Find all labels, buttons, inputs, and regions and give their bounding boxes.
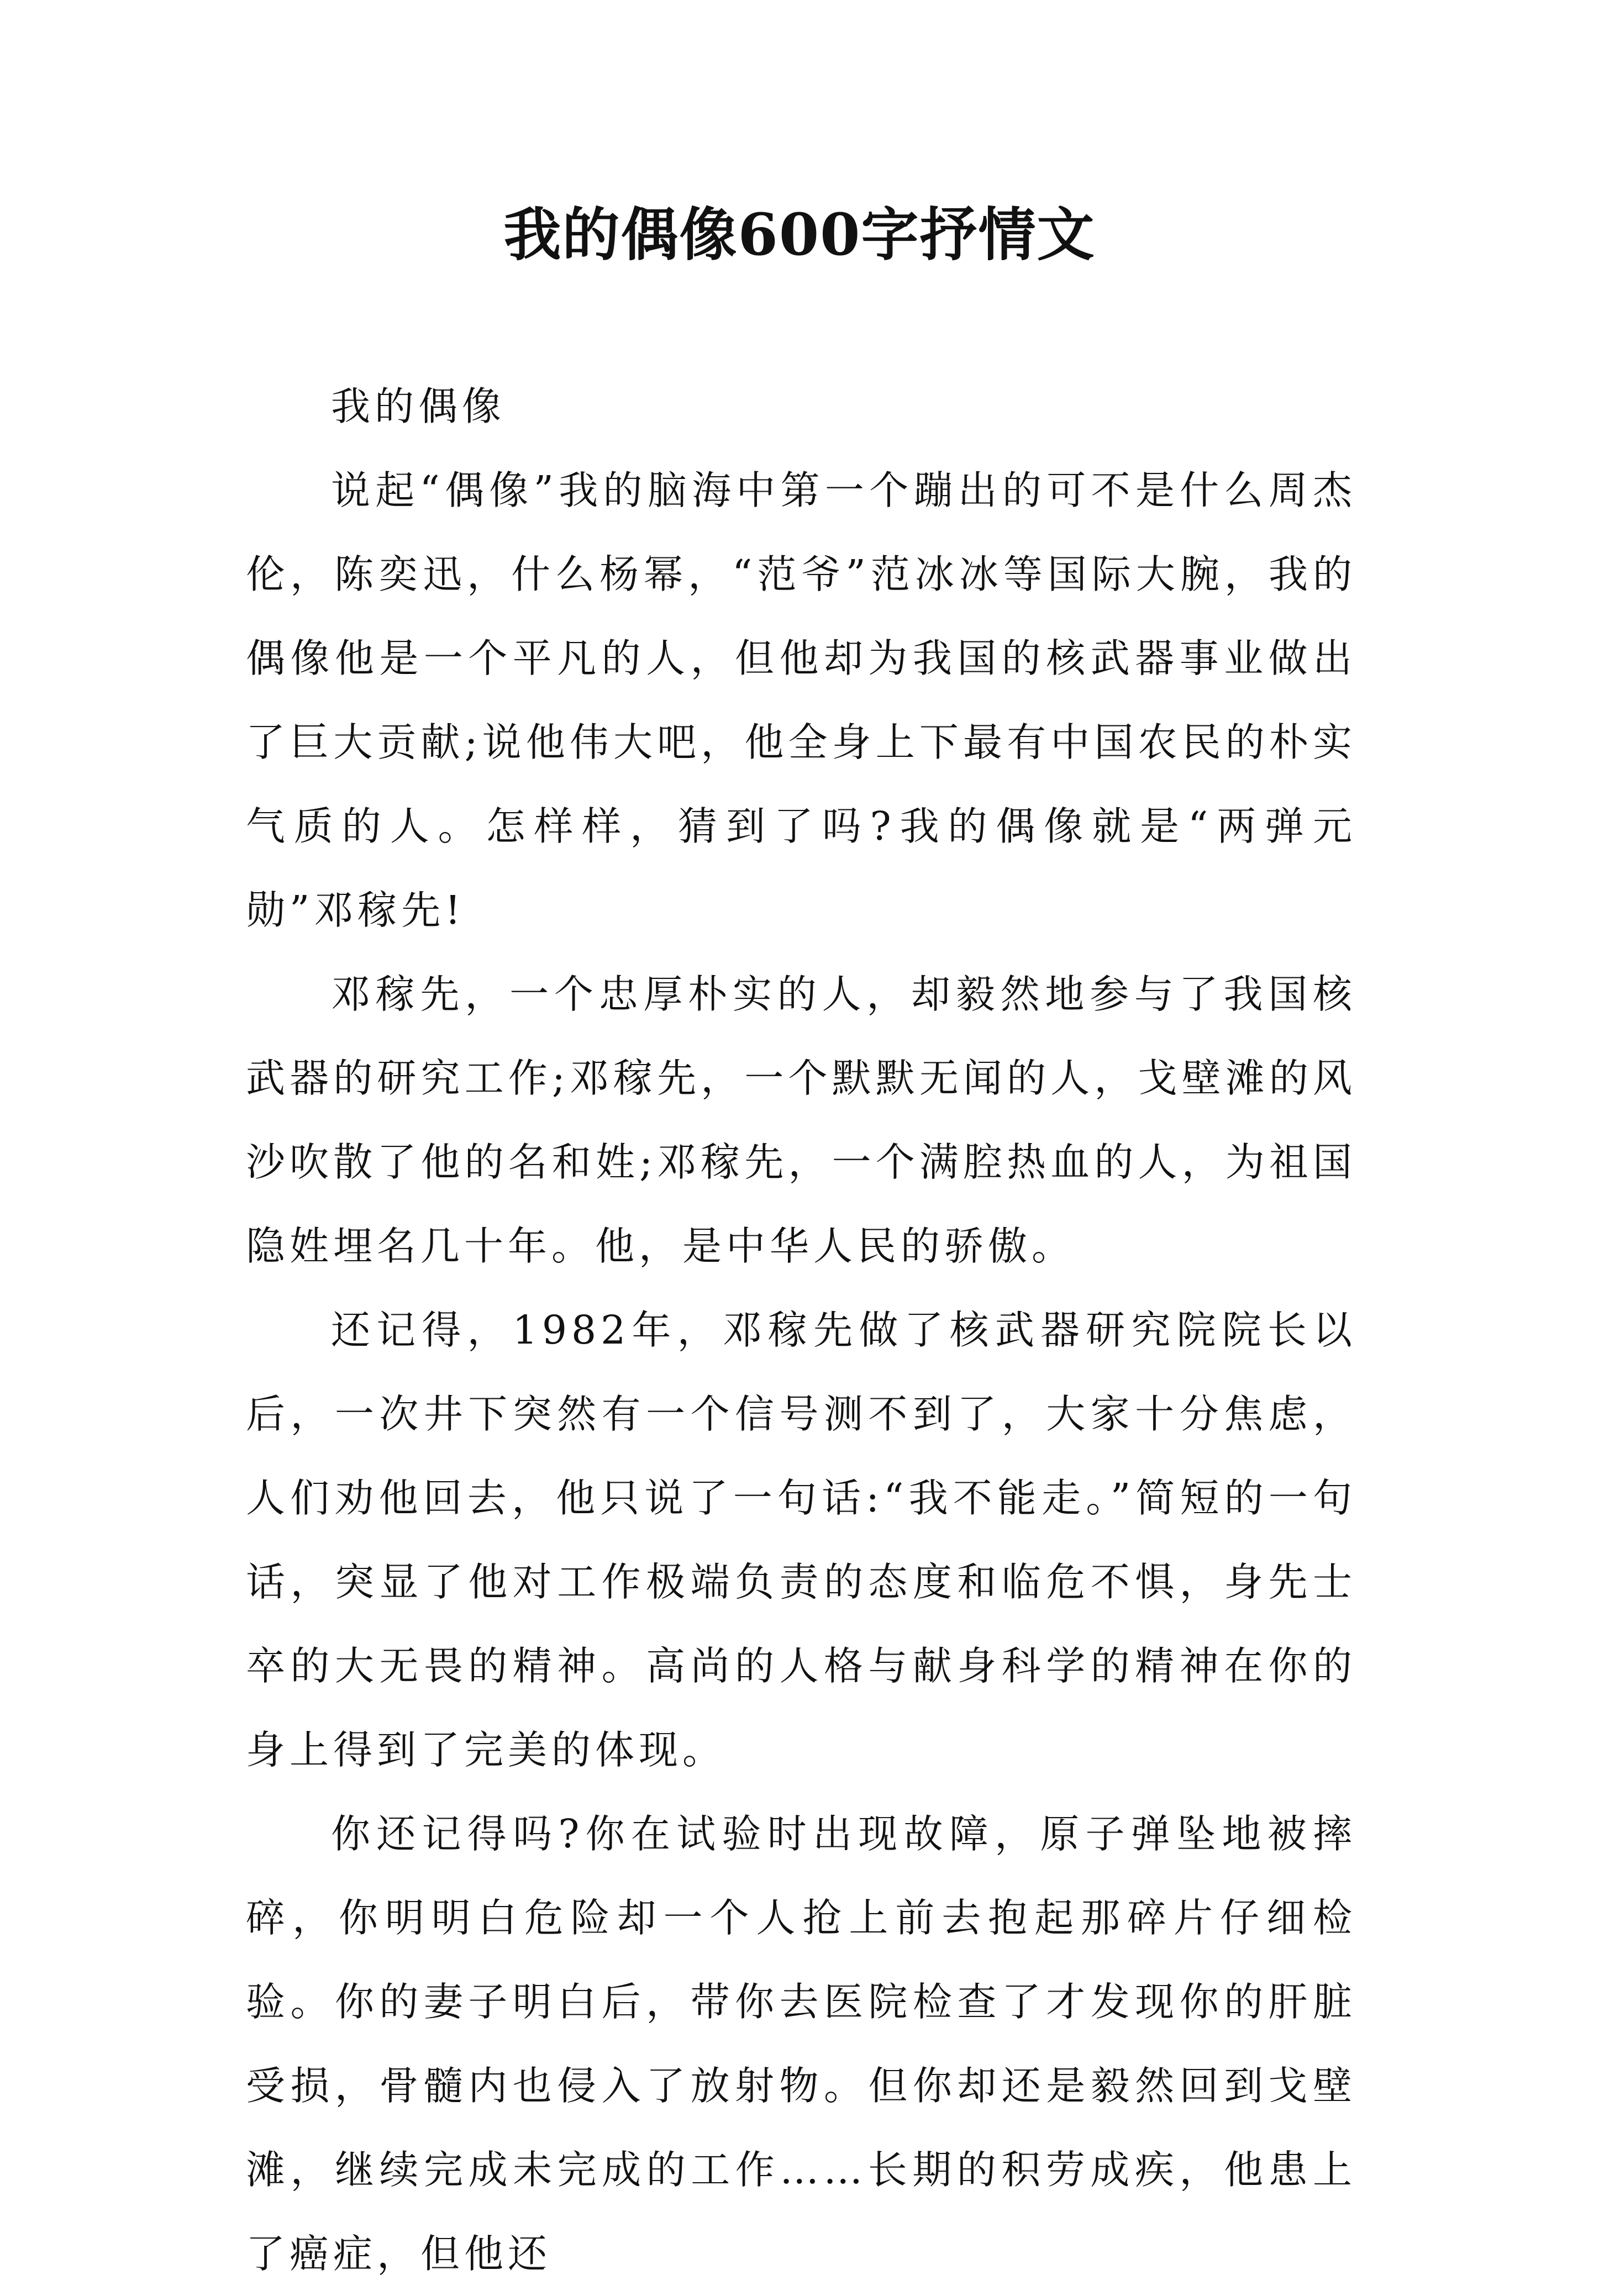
paragraph-3: 还记得，1982年，邓稼先做了核武器研究院院长以后，一次井下突然有一个信号测不到了，大家十分焦虑，人们劝他回去，他只说了一句话:“我不能走。”简短的一句话，突显了他对工作极端负责的态度和临危不惧，身先士卒的大无畏的精神。高尚的人格与献身科学的精神在你的身上得到了完美的体现。 [246,1307,1356,1773]
paragraph-2: 邓稼先，一个忠厚朴实的人，却毅然地参与了我国核武器的研究工作;邓稼先，一个默默无闻的人，戈壁滩的风沙吹散了他的名和姓;邓稼先，一个满腔热血的人，为祖国隐姓埋名几十年。他，是中华人民的骄傲。 [246,971,1356,1269]
section-heading: 我的偶像 [331,383,506,429]
paragraph-1: 说起“偶像”我的脑海中第一个蹦出的可不是什么周杰伦，陈奕迅，什么杨幂，“范爷”范冰冰等国际大腕，我的偶像他是一个平凡的人，但他却为我国的核武器事业做出了巨大贡献;说他伟大吧，他全身上下最有中国农民的朴实气质的人。怎样样，猜到了吗?我的偶像就是“两弹元勋”邓稼先! [246,467,1356,933]
document-body [246,365,1356,2296]
document-title: 我的偶像600字抒情文 [503,201,1096,268]
paragraph-4: 你还记得吗?你在试验时出现故障，原子弹坠地被摔碎，你明明白危险却一个人抢上前去抱起那碎片仔细检验。你的妻子明白后，带你去医院检查了才发现你的肝脏受损，骨髓内也侵入了放射物。但你却还是毅然回到戈壁滩，继续完成未完成的工作……长期的积劳成疾，他患上了癌症，但他还 [246,1811,1356,2277]
